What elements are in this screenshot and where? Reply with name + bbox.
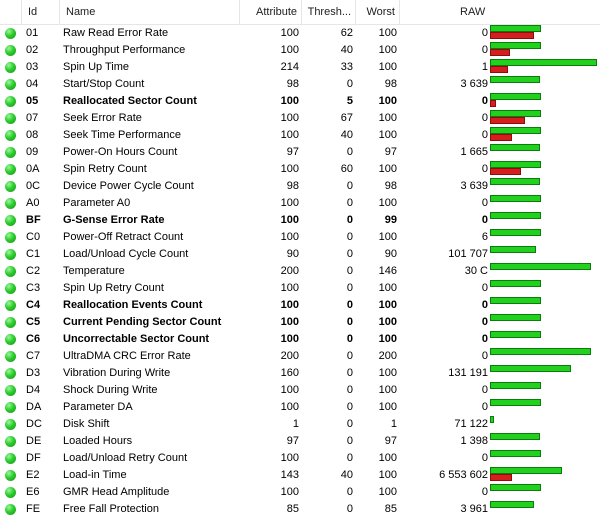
table-row[interactable] — [0, 450, 600, 467]
attribute-value: 143 — [280, 469, 299, 481]
attribute-id: 07 — [26, 112, 39, 124]
threshold-value: 0 — [346, 418, 353, 430]
attribute-value: 100 — [280, 401, 299, 413]
worst-value: 100 — [378, 112, 397, 124]
worst-value: 100 — [378, 452, 397, 464]
status-ok-icon — [3, 399, 19, 416]
column-header-threshold[interactable]: Thresh... — [302, 0, 356, 24]
attribute-name: Raw Read Error Rate — [63, 27, 169, 39]
table-row[interactable] — [0, 467, 600, 484]
table-row[interactable] — [0, 501, 600, 518]
attribute-name: Loaded Hours — [63, 435, 133, 447]
attribute-id: E6 — [26, 486, 40, 498]
status-ok-icon — [3, 416, 19, 433]
status-ok-icon — [3, 450, 19, 467]
threshold-value: 0 — [346, 333, 353, 345]
attribute-name: Temperature — [63, 265, 125, 277]
worst-value: 99 — [384, 214, 397, 226]
table-row[interactable] — [0, 127, 600, 144]
attribute-name: Reallocation Events Count — [63, 299, 203, 311]
table-row[interactable] — [0, 59, 600, 76]
worst-value: 146 — [378, 265, 397, 277]
raw-value: 30 C — [464, 265, 488, 277]
attribute-id: C0 — [26, 231, 41, 243]
status-ok-icon — [3, 263, 19, 280]
worst-value: 100 — [378, 163, 397, 175]
attribute-id: 09 — [26, 146, 39, 158]
attribute-id: DA — [26, 401, 42, 413]
table-row[interactable] — [0, 365, 600, 382]
status-ok-icon — [3, 178, 19, 195]
column-header-worst[interactable]: Worst — [356, 0, 400, 24]
attribute-value: 100 — [280, 197, 299, 209]
raw-value: 0 — [481, 129, 488, 141]
attribute-name: Free Fall Protection — [63, 503, 159, 515]
attribute-level-bar — [490, 212, 541, 219]
attribute-level-bar — [490, 280, 541, 287]
worst-value: 100 — [378, 197, 397, 209]
table-row[interactable] — [0, 484, 600, 501]
attribute-value: 100 — [280, 112, 299, 124]
table-row[interactable] — [0, 399, 600, 416]
threshold-level-bar — [490, 117, 525, 124]
attribute-id: C7 — [26, 350, 41, 362]
raw-value: 131 191 — [448, 367, 488, 379]
raw-value: 0 — [481, 486, 488, 498]
attribute-level-bar — [490, 382, 541, 389]
attribute-id: 04 — [26, 78, 39, 90]
threshold-value: 0 — [346, 503, 353, 515]
table-row[interactable] — [0, 297, 600, 314]
threshold-level-bar — [490, 168, 521, 175]
attribute-value: 97 — [286, 146, 299, 158]
status-ok-icon — [3, 229, 19, 246]
attribute-id: 0A — [26, 163, 40, 175]
threshold-level-bar — [490, 49, 510, 56]
attribute-name: Start/Stop Count — [63, 78, 145, 90]
attribute-level-bar — [490, 42, 541, 49]
attribute-id: DF — [26, 452, 41, 464]
raw-value: 71 122 — [454, 418, 488, 430]
attribute-name: Vibration During Write — [63, 367, 171, 379]
worst-value: 97 — [384, 435, 397, 447]
attribute-value: 1 — [292, 418, 299, 430]
table-row[interactable] — [0, 229, 600, 246]
attribute-name: Throughput Performance — [63, 44, 186, 56]
attribute-id: C1 — [26, 248, 41, 260]
threshold-value: 5 — [346, 95, 353, 107]
column-header-id[interactable]: Id — [22, 0, 60, 24]
column-header-attribute[interactable]: Attribute — [240, 0, 302, 24]
attribute-name: Spin Up Time — [63, 61, 130, 73]
threshold-value: 60 — [340, 163, 353, 175]
attribute-id: D3 — [26, 367, 41, 379]
worst-value: 97 — [384, 146, 397, 158]
attribute-name: UltraDMA CRC Error Rate — [63, 350, 191, 362]
attribute-value: 100 — [280, 333, 299, 345]
table-header — [0, 0, 600, 25]
column-header-raw[interactable]: RAW — [460, 6, 486, 18]
attribute-level-bar — [490, 59, 597, 66]
attribute-level-bar — [490, 161, 541, 168]
table-row[interactable] — [0, 195, 600, 212]
table-row[interactable] — [0, 144, 600, 161]
attribute-id: 03 — [26, 61, 39, 73]
threshold-value: 40 — [340, 129, 353, 141]
table-row[interactable] — [0, 178, 600, 195]
raw-value: 3 639 — [460, 78, 488, 90]
attribute-value: 98 — [286, 78, 299, 90]
attribute-level-bar — [490, 127, 541, 134]
attribute-name: Seek Time Performance — [63, 129, 181, 141]
attribute-id: 02 — [26, 44, 39, 56]
attribute-level-bar — [490, 195, 541, 202]
threshold-value: 0 — [346, 180, 353, 192]
status-ok-icon — [3, 59, 19, 76]
threshold-value: 0 — [346, 248, 353, 260]
raw-value: 0 — [481, 452, 488, 464]
threshold-value: 0 — [346, 435, 353, 447]
attribute-level-bar — [490, 229, 541, 236]
attribute-level-bar — [490, 467, 562, 474]
status-ok-icon — [3, 348, 19, 365]
status-ok-icon — [3, 76, 19, 93]
attribute-level-bar — [490, 433, 540, 440]
table-row[interactable] — [0, 25, 600, 42]
worst-value: 100 — [378, 384, 397, 396]
attribute-level-bar — [490, 484, 541, 491]
status-ok-icon — [3, 314, 19, 331]
attribute-level-bar — [490, 348, 591, 355]
attribute-value: 100 — [280, 44, 299, 56]
status-ok-icon — [3, 467, 19, 484]
table-body — [0, 25, 600, 518]
status-ok-icon — [3, 501, 19, 518]
attribute-id: 01 — [26, 27, 39, 39]
threshold-value: 0 — [346, 299, 353, 311]
raw-value: 0 — [481, 401, 488, 413]
raw-value: 0 — [481, 163, 488, 175]
worst-value: 100 — [378, 367, 397, 379]
attribute-id: DC — [26, 418, 42, 430]
attribute-level-bar — [490, 144, 540, 151]
worst-value: 100 — [378, 231, 397, 243]
worst-value: 100 — [378, 95, 397, 107]
status-ok-icon — [3, 382, 19, 399]
threshold-level-bar — [490, 134, 512, 141]
attribute-level-bar — [490, 246, 536, 253]
threshold-value: 0 — [346, 452, 353, 464]
attribute-name: Spin Retry Count — [63, 163, 147, 175]
attribute-level-bar — [490, 25, 541, 32]
attribute-value: 200 — [280, 265, 299, 277]
attribute-id: C2 — [26, 265, 41, 277]
threshold-value: 0 — [346, 78, 353, 90]
status-ok-icon — [3, 246, 19, 263]
threshold-value: 67 — [340, 112, 353, 124]
table-row[interactable] — [0, 93, 600, 110]
raw-value: 0 — [481, 350, 488, 362]
attribute-value: 100 — [280, 282, 299, 294]
status-ok-icon — [3, 280, 19, 297]
attribute-name: GMR Head Amplitude — [63, 486, 170, 498]
threshold-value: 0 — [346, 384, 353, 396]
worst-value: 100 — [378, 333, 397, 345]
attribute-value: 100 — [280, 163, 299, 175]
attribute-name: Parameter DA — [63, 401, 133, 413]
attribute-value: 90 — [286, 248, 299, 260]
status-ok-icon — [3, 195, 19, 212]
attribute-value: 85 — [286, 503, 299, 515]
attribute-value: 100 — [280, 95, 299, 107]
table-row[interactable] — [0, 314, 600, 331]
attribute-level-bar — [490, 365, 571, 372]
attribute-name: Load/Unload Retry Count — [63, 452, 188, 464]
raw-value: 0 — [481, 384, 488, 396]
status-ok-icon — [3, 212, 19, 229]
raw-value: 1 — [481, 61, 488, 73]
threshold-level-bar — [490, 474, 512, 481]
threshold-value: 0 — [346, 146, 353, 158]
attribute-value: 100 — [280, 231, 299, 243]
attribute-name: Power-Off Retract Count — [63, 231, 184, 243]
status-ok-icon — [3, 297, 19, 314]
status-ok-icon — [3, 93, 19, 110]
attribute-level-bar — [490, 93, 541, 100]
raw-value: 0 — [481, 112, 488, 124]
worst-value: 100 — [378, 61, 397, 73]
table-row[interactable] — [0, 382, 600, 399]
worst-value: 200 — [378, 350, 397, 362]
status-ok-icon — [3, 42, 19, 59]
table-row[interactable] — [0, 110, 600, 127]
attribute-name: Power-On Hours Count — [63, 146, 178, 158]
worst-value: 100 — [378, 44, 397, 56]
attribute-value: 100 — [280, 384, 299, 396]
attribute-id: A0 — [26, 197, 40, 209]
threshold-value: 0 — [346, 401, 353, 413]
attribute-value: 100 — [280, 299, 299, 311]
attribute-level-bar — [490, 416, 494, 423]
attribute-level-bar — [490, 76, 540, 83]
attribute-value: 100 — [280, 452, 299, 464]
raw-value: 3 639 — [460, 180, 488, 192]
attribute-id: E2 — [26, 469, 40, 481]
table-row[interactable] — [0, 263, 600, 280]
attribute-name: Uncorrectable Sector Count — [63, 333, 210, 345]
attribute-level-bar — [490, 297, 541, 304]
attribute-level-bar — [490, 331, 541, 338]
raw-value: 0 — [481, 44, 488, 56]
attribute-value: 100 — [280, 214, 299, 226]
threshold-value: 0 — [346, 486, 353, 498]
worst-value: 90 — [384, 248, 397, 260]
worst-value: 100 — [378, 486, 397, 498]
status-ok-icon — [3, 127, 19, 144]
attribute-id: DE — [26, 435, 42, 447]
worst-value: 100 — [378, 282, 397, 294]
status-ok-icon — [3, 161, 19, 178]
raw-value: 6 — [481, 231, 488, 243]
raw-value: 0 — [481, 214, 488, 226]
attribute-name: Spin Up Retry Count — [63, 282, 164, 294]
attribute-name: Reallocated Sector Count — [63, 95, 197, 107]
raw-value: 101 707 — [448, 248, 488, 260]
attribute-name: Load/Unload Cycle Count — [63, 248, 189, 260]
attribute-value: 98 — [286, 180, 299, 192]
status-ok-icon — [3, 365, 19, 382]
attribute-name: G-Sense Error Rate — [63, 214, 165, 226]
raw-value: 1 398 — [460, 435, 488, 447]
threshold-level-bar — [490, 66, 508, 73]
attribute-level-bar — [490, 314, 541, 321]
attribute-level-bar — [490, 450, 541, 457]
worst-value: 85 — [384, 503, 397, 515]
raw-value: 0 — [481, 299, 488, 311]
attribute-level-bar — [490, 263, 591, 270]
attribute-id: 0C — [26, 180, 41, 192]
attribute-name: Seek Error Rate — [63, 112, 142, 124]
attribute-id: BF — [26, 214, 41, 226]
attribute-id: D4 — [26, 384, 41, 396]
attribute-id: 05 — [26, 95, 39, 107]
attribute-value: 160 — [280, 367, 299, 379]
attribute-name: Shock During Write — [63, 384, 158, 396]
worst-value: 98 — [384, 180, 397, 192]
table-row[interactable] — [0, 42, 600, 59]
attribute-value: 100 — [280, 129, 299, 141]
attribute-level-bar — [490, 178, 540, 185]
worst-value: 100 — [378, 299, 397, 311]
attribute-name: Current Pending Sector Count — [63, 316, 222, 328]
threshold-value: 0 — [346, 214, 353, 226]
status-ok-icon — [3, 433, 19, 450]
threshold-value: 0 — [346, 282, 353, 294]
threshold-value: 0 — [346, 367, 353, 379]
worst-value: 100 — [378, 401, 397, 413]
status-ok-icon — [3, 110, 19, 127]
table-row[interactable] — [0, 212, 600, 229]
raw-value: 0 — [481, 282, 488, 294]
status-ok-icon — [3, 484, 19, 501]
worst-value: 100 — [378, 469, 397, 481]
attribute-id: FE — [26, 503, 41, 515]
column-header-status[interactable] — [0, 0, 22, 24]
table-row[interactable] — [0, 433, 600, 450]
attribute-level-bar — [490, 399, 541, 406]
attribute-id: C3 — [26, 282, 41, 294]
attribute-name: Device Power Cycle Count — [63, 180, 194, 192]
threshold-value: 0 — [346, 231, 353, 243]
raw-value: 6 553 602 — [439, 469, 488, 481]
threshold-level-bar — [490, 32, 534, 39]
threshold-value: 0 — [346, 265, 353, 277]
attribute-value: 200 — [280, 350, 299, 362]
threshold-value: 62 — [340, 27, 353, 39]
attribute-level-bar — [490, 110, 541, 117]
status-ok-icon — [3, 25, 19, 42]
worst-value: 100 — [378, 316, 397, 328]
worst-value: 1 — [390, 418, 397, 430]
threshold-value: 40 — [340, 469, 353, 481]
attribute-name: Load-in Time — [63, 469, 127, 481]
threshold-level-bar — [490, 100, 496, 107]
raw-value: 0 — [481, 27, 488, 39]
threshold-value: 33 — [340, 61, 353, 73]
raw-value: 0 — [481, 197, 488, 209]
threshold-value: 40 — [340, 44, 353, 56]
attribute-value: 100 — [280, 486, 299, 498]
threshold-value: 0 — [346, 197, 353, 209]
worst-value: 98 — [384, 78, 397, 90]
table-row[interactable] — [0, 348, 600, 365]
attribute-id: 08 — [26, 129, 39, 141]
threshold-value: 0 — [346, 350, 353, 362]
status-ok-icon — [3, 331, 19, 348]
attribute-level-bar — [490, 501, 534, 508]
raw-value: 0 — [481, 95, 488, 107]
table-row[interactable] — [0, 76, 600, 93]
attribute-value: 97 — [286, 435, 299, 447]
raw-value: 3 961 — [460, 503, 488, 515]
raw-value: 0 — [481, 316, 488, 328]
attribute-value: 100 — [280, 27, 299, 39]
table-row[interactable] — [0, 161, 600, 178]
worst-value: 100 — [378, 27, 397, 39]
raw-value: 0 — [481, 333, 488, 345]
attribute-id: C4 — [26, 299, 41, 311]
attribute-value: 214 — [280, 61, 299, 73]
worst-value: 100 — [378, 129, 397, 141]
table-row[interactable] — [0, 280, 600, 297]
status-ok-icon — [3, 144, 19, 161]
attribute-id: C6 — [26, 333, 41, 345]
threshold-value: 0 — [346, 316, 353, 328]
raw-value: 1 665 — [460, 146, 488, 158]
attribute-id: C5 — [26, 316, 41, 328]
table-row[interactable] — [0, 246, 600, 263]
column-header-name[interactable]: Name — [60, 0, 240, 24]
attribute-value: 100 — [280, 316, 299, 328]
table-row[interactable] — [0, 331, 600, 348]
attribute-name: Disk Shift — [63, 418, 110, 430]
table-row[interactable] — [0, 416, 600, 433]
attribute-name: Parameter A0 — [63, 197, 131, 209]
